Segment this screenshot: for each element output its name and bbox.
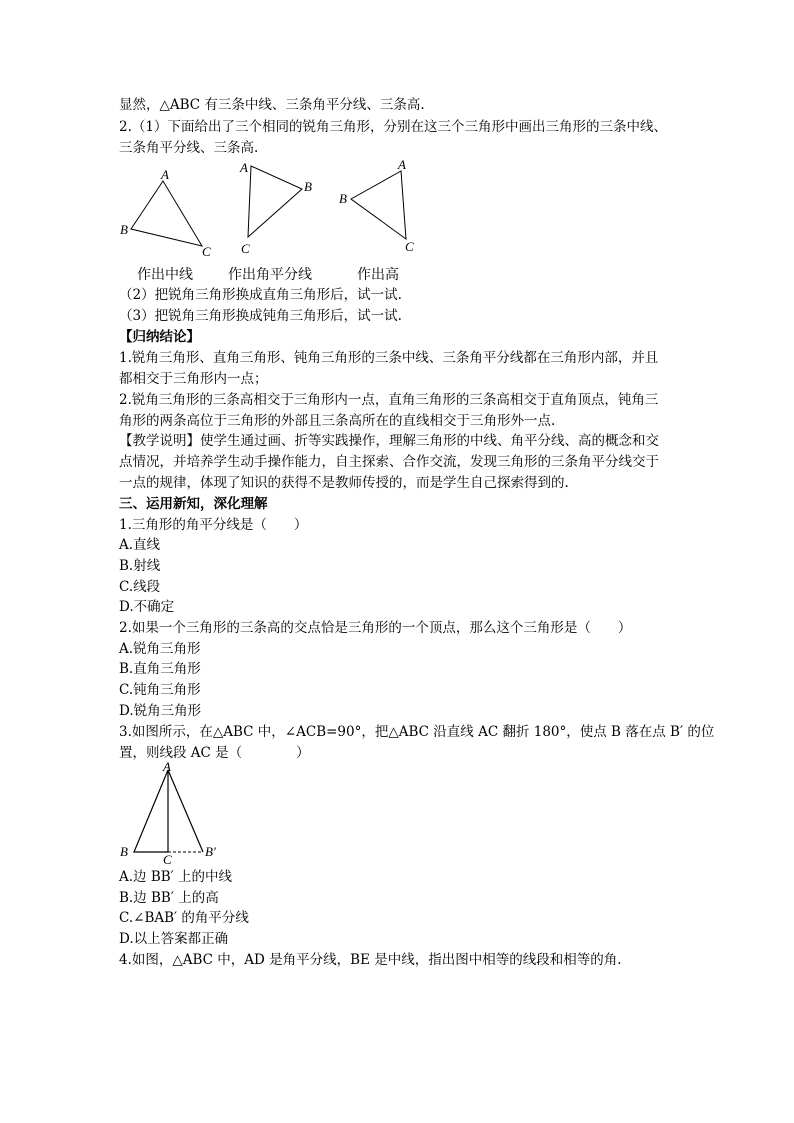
option: A.直线 [119, 537, 161, 553]
option: D.不确定 [119, 599, 175, 615]
text-line: 都相交于三角形内一点； [119, 371, 268, 387]
question-1: 1.三角形的角平分线是（ ） [119, 517, 308, 533]
option: B.射线 [119, 558, 161, 574]
text-line: 【教学说明】使学生通过画、折等实践操作，理解三角形的中线、角平分线、高的概念和交 [119, 433, 659, 449]
vertex-label: C [405, 239, 414, 254]
fold-triangle-figure [112, 760, 227, 865]
caption-bisector: 作出角平分线 [228, 267, 312, 283]
option: A.边 BB′ 上的中线 [119, 869, 233, 885]
option: B.直角三角形 [119, 661, 201, 677]
question-3: 3.如图所示，在△ABC 中，∠ACB=90°，把△ABC 沿直线 AC 翻折 180°，使点 B 落在点 B′ 的位 [119, 724, 715, 740]
text-line: 角形的两条高位于三角形的外部且三条高所在的直线相交于三角形外一点. [119, 413, 556, 429]
text-line: （2）把锐角三角形换成直角三角形后，试一试. [119, 287, 402, 303]
section-heading: 三、运用新知，深化理解 [119, 496, 268, 512]
text-line: 三条角平分线、三条高. [119, 140, 259, 156]
triangle-3 [351, 171, 406, 239]
caption-altitude: 作出高 [357, 267, 399, 283]
text-line: （3）把锐角三角形换成钝角三角形后，试一试. [119, 308, 402, 324]
triangle-abc [134, 770, 168, 852]
option: D.以上答案都正确 [119, 931, 229, 947]
text-line: 一点的规律，体现了知识的获得不是教师传授的，而是学生自己探索得到的. [119, 475, 569, 491]
text-line: 置，则线段 AC 是（ ） [119, 745, 310, 761]
question-2: 2.如果一个三角形的三条高的交点恰是三角形的一个顶点，那么这个三角形是（ ） [119, 620, 632, 636]
option: D.锐角三角形 [119, 703, 202, 719]
section-heading: 【归纳结论】 [119, 329, 200, 345]
segment-ab-prime [168, 770, 203, 852]
option: A.锐角三角形 [119, 641, 201, 657]
vertex-label: A [398, 157, 406, 172]
vertex-label: B′ [205, 844, 216, 859]
vertex-label: C [163, 852, 172, 865]
text-line: 点情况，并培养学生动手操作能力，自主探索、合作交流，发现三角形的三条角平分线交于 [119, 454, 659, 470]
vertex-label: C [241, 241, 250, 256]
triangle-2 [248, 166, 302, 237]
vertex-label: A [240, 160, 248, 175]
caption-median: 作出中线 [137, 267, 193, 283]
vertex-label: B [120, 222, 128, 237]
text-line: 显然，△ABC 有三条中线、三条角平分线、三条高. [119, 97, 425, 113]
vertex-label: B [120, 844, 128, 859]
vertex-label: B [304, 179, 312, 194]
vertex-label: B [339, 191, 347, 206]
option: C.线段 [119, 579, 161, 595]
text-line: 2.（1）下面给出了三个相同的锐角三角形，分别在这三个三角形中画出三角形的三条中线、 [119, 119, 667, 135]
question-4: 4.如图，△ABC 中，AD 是角平分线，BE 是中线，指出图中相等的线段和相等的角. [119, 952, 622, 968]
option: C.钝角三角形 [119, 682, 201, 698]
option: B.边 BB′ 上的高 [119, 890, 219, 906]
text-line: 1.锐角三角形、直角三角形、钝角三角形的三条中线、三条角平分线都在三角形内部，并且 [119, 350, 659, 366]
vertex-label: C [202, 244, 211, 259]
vertex-label: A [161, 167, 169, 182]
vertex-label: A [163, 760, 171, 774]
three-triangles-figure [110, 155, 430, 260]
option: C.∠BAB′ 的角平分线 [119, 910, 249, 926]
triangle-1 [131, 181, 202, 246]
text-line: 2.锐角三角形的三条高相交于三角形内一点，直角三角形的三条高相交于直角顶点，钝角三 [119, 392, 659, 408]
